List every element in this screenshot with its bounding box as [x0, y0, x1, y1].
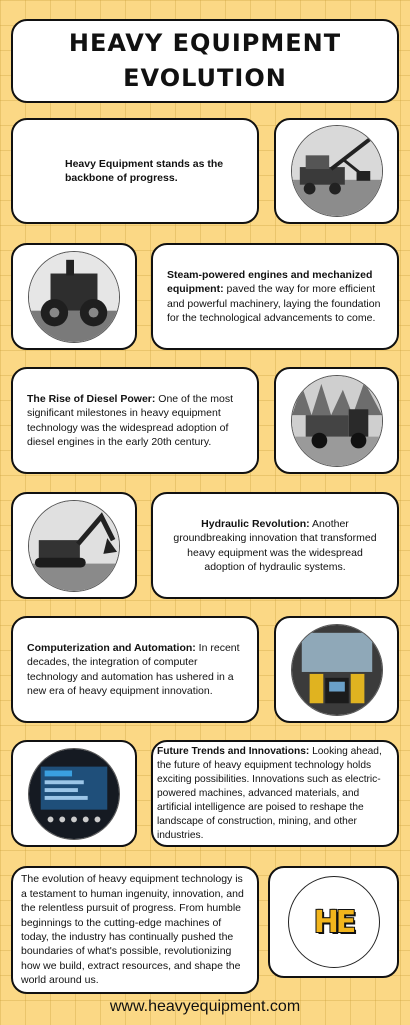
diesel-heading: The Rise of Diesel Power: [27, 392, 156, 405]
control-screen-photo [28, 748, 120, 840]
hydraulic-text [167, 517, 383, 575]
image-card-automation [274, 616, 399, 723]
image-card-steam-shovel [274, 118, 399, 224]
conclusion-card [11, 866, 259, 994]
future-text [157, 745, 393, 843]
steam-tractor-photo [28, 251, 120, 343]
image-card-steam-tractor [11, 243, 137, 350]
intro-body: Heavy Equipment stands as the backbone of progress. [65, 157, 224, 184]
diesel-text [27, 392, 243, 450]
conclusion-text [21, 872, 249, 987]
diesel-body: One of the most significant milestones in heavy equipment technology was the widespread adoption of diesel engines in the early 20th century. [27, 392, 233, 448]
future-heading: Future Trends and Innovations: [157, 745, 310, 757]
hydraulic-excavator-photo [28, 500, 120, 592]
steam-heading: Steam-powered engines and mechanized equipment: [167, 268, 373, 295]
computer-body: In recent decades, the integration of computer technology and automation has ushered in a new era of heavy equipment innovation. [27, 641, 240, 697]
image-card-control-screen [11, 740, 137, 847]
computer-text [27, 641, 243, 699]
computer-card [11, 616, 259, 723]
intro-text [65, 157, 237, 186]
automated-cab-photo [291, 624, 383, 716]
future-body: Looking ahead, the future of heavy equipment technology holds exciting possibilities. Innovations such as electric-powered machines, advanced materials, and artificial intelligence are poised to reshape the landscape of construction, mining, and other industries. [157, 745, 382, 841]
image-card-logo [268, 866, 399, 978]
image-card-hydraulic [11, 492, 137, 599]
he-logo-text: HE [313, 904, 354, 940]
future-card [151, 740, 399, 847]
diesel-truck-photo [291, 375, 383, 467]
conclusion-body: The evolution of heavy equipment technology is a testament to human ingenuity, innovation, and the relentless pursuit of progress. From humble beginnings to the cutting-edge machines of today, the industry has continually pushed the boundaries of what's possible, revolutionizing how we build, extract resources, and shape the world around us. [21, 873, 244, 987]
image-card-diesel-truck [274, 367, 399, 474]
intro-card [11, 118, 259, 224]
steam-body: paved the way for more efficient and powerful machinery, laying the foundation for the technological advancements to come. [167, 283, 381, 324]
page-title: HEAVY EQUIPMENT EVOLUTION [68, 29, 342, 92]
hydraulic-heading: Hydraulic Revolution: [201, 517, 310, 530]
hydraulic-card [151, 492, 399, 599]
steam-shovel-photo [291, 125, 383, 217]
diesel-card [11, 367, 259, 474]
computer-heading: Computerization and Automation: [27, 641, 196, 654]
title-card [11, 19, 399, 103]
hydraulic-body: Another groundbreaking innovation that transformed heavy equipment was the widespread adoption of hydraulic systems. [173, 517, 377, 573]
steam-text [167, 268, 383, 326]
he-logo [288, 876, 380, 968]
website-url[interactable]: www.heavyequipment.com [109, 998, 301, 1015]
steam-card [151, 243, 399, 350]
